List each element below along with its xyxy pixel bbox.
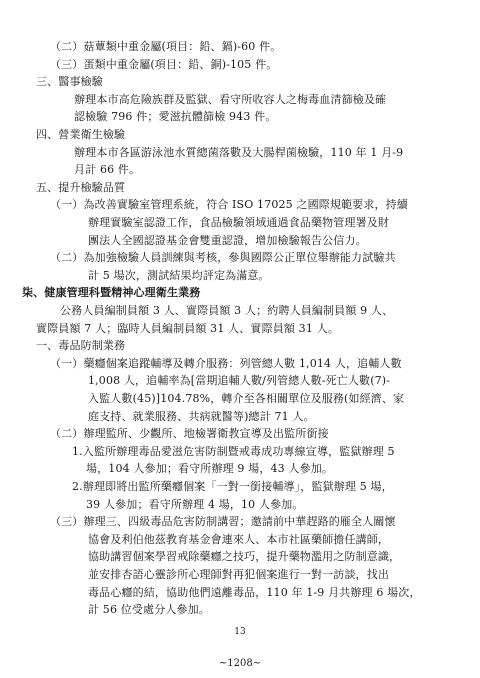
text-line: （二）為加強檢驗人員訓練與考核，參與國際公正單位舉辦能力試驗共 — [50, 251, 396, 265]
text-line: 五、提升檢驗品質 — [36, 180, 126, 194]
text-line: 場，104 人參加；看守所辦理 9 場，43 人參加。 — [86, 462, 334, 476]
text-line: 2.辦理即將出監所藥癮個案「一對一銜接輔導」，監獄辦理 5 場， — [72, 480, 393, 493]
text-line: 月計 66 件。 — [74, 163, 141, 177]
text-line: 辦理本市各區游泳池水質總菌落數及大腸桿菌檢驗，110 年 1 月-9 — [74, 145, 404, 159]
text-line: 三、醫事檢驗 — [36, 75, 103, 89]
text-line: 認檢驗 796 件；愛滋抗體篩檢 943 件。 — [74, 110, 277, 124]
text-line: 庭支持、就業服務、共病就醫等)總計 71 人。 — [88, 409, 315, 423]
text-line: 1.入監所辦理毒品愛滋危害防制暨戒毒成功專線宣導，監獄辦理 5 — [72, 444, 395, 458]
page-number: 13 — [234, 627, 246, 637]
text-line: 1,008 人，追輔率為[當期追輔人數/列管總人數-死亡人數(7)- — [88, 374, 391, 388]
text-line: 辦理實驗室認證工作，食品檢驗領域通過食品藥物管理署及財 — [88, 216, 390, 229]
text-line: 四、營業衛生檢驗 — [36, 128, 126, 141]
text-line: 計 56 位受處分人參加。 — [88, 603, 210, 617]
text-line: （三）蛋類中重金屬(項目：鉛、銅)-105 件。 — [50, 57, 278, 71]
text-line: 團法人全國認證基金會雙重認證，增加檢驗報告公信力。 — [88, 233, 367, 247]
text-line: 39 人參加；看守所辦理 4 場，10 人參加。 — [86, 497, 304, 511]
text-line: 協會及利伯他茲教育基金會連來人、本市社區藥師擔任講師， — [88, 532, 390, 546]
text-line: 實際員額 7 人；臨時人員編制員額 31 人、實際員額 31 人。 — [36, 321, 339, 335]
text-line: （一）為改善實驗室管理系統，符合 ISO 17025 之國際規範要求，持續 — [50, 198, 408, 212]
text-line: （一）藥癮個案追蹤輔導及轉介服務：列管總人數 1,014 人，追輔人數 — [50, 356, 402, 370]
chapter-heading: 柒、健康管理科暨精神心理衛生業務 — [22, 286, 201, 300]
text-line: 公務人員編制員額 3 人、實際員額 3 人；約聘人員編制員額 9 人、 — [60, 304, 394, 317]
text-line: 辦理本市高危險族群及監獄、看守所收容人之梅毒血清篩檢及確 — [74, 92, 387, 106]
text-line: （三）辦理三、四級毒品危害防制講習；邀請前中華趕路的雁全人關懷 — [50, 515, 396, 529]
text-line: 入監人數(45)]104.78%，轉介至各相關單位及服務(如經濟、家 — [88, 392, 405, 405]
text-line: 毒品心癮的結，協助他們遠離毒品，110 年 1-9 月共辦理 6 場次， — [88, 585, 421, 599]
text-line: 並安排杏語心靈診所心理師對再犯個案進行一對一訪談，找出 — [88, 568, 390, 581]
text-line: （二）菇蕈類中重金屬(項目：鉛、鎘)-60 件。 — [50, 40, 282, 53]
page-footer: ~1208~ — [218, 658, 262, 669]
text-line: 協助講習個案學習戒除藥癮之技巧，提升藥物濫用之防制意識， — [88, 550, 401, 564]
text-line: 計 5 場次，測試結果均評定為滿意。 — [88, 268, 270, 282]
text-line: 一、毒品防制業務 — [36, 339, 126, 353]
text-line: （二）辦理監所、少觀所、地檢署衛教宣導及出監所銜接 — [50, 427, 329, 441]
